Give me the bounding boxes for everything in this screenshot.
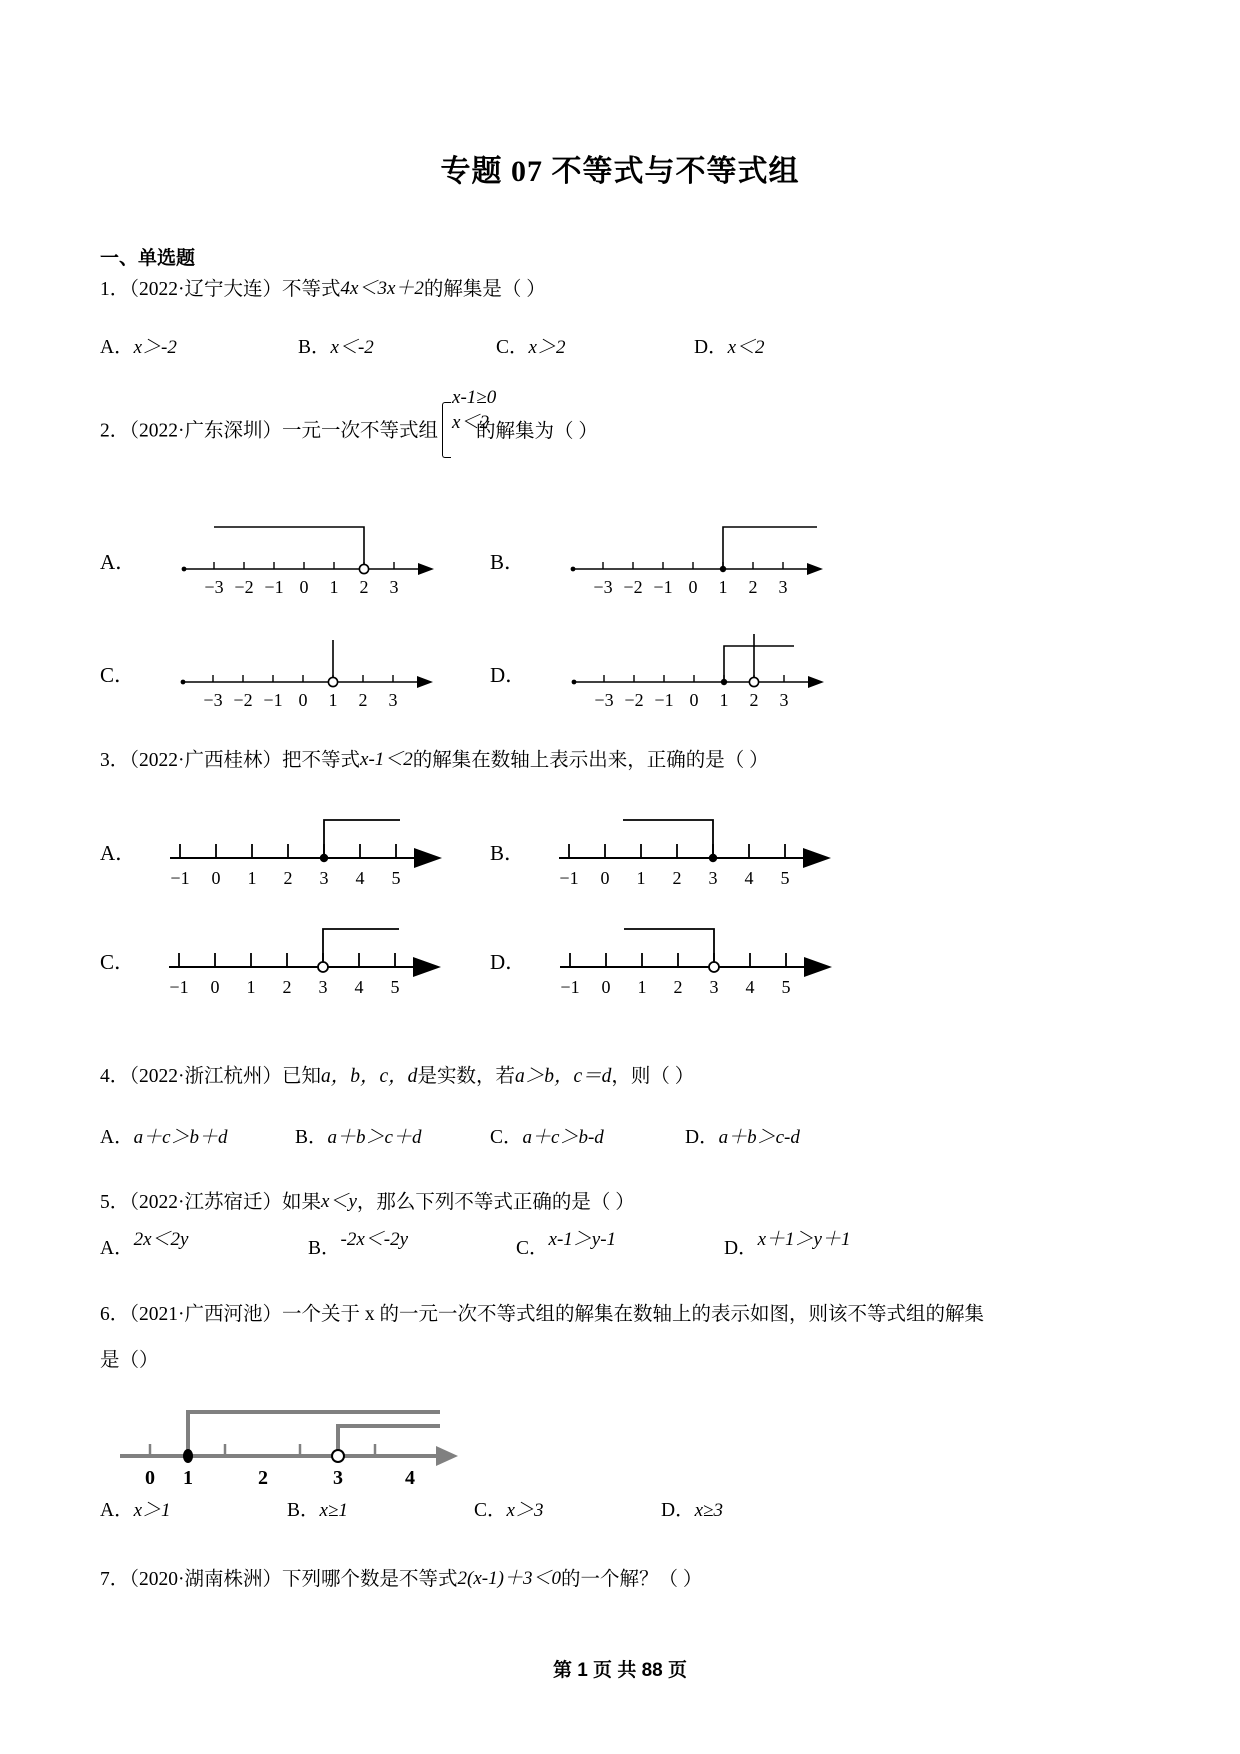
svg-text:1: 1 [247, 868, 257, 889]
option-d-label: D． [685, 1126, 719, 1148]
question-7-source: （2020·湖南株洲） [129, 1569, 283, 1591]
svg-text:5: 5 [391, 868, 401, 889]
option-d-label: D． [694, 337, 728, 359]
option-d-body: x＋1＞y＋1 [757, 1228, 851, 1250]
option-b-label: B． [298, 337, 331, 359]
question-4-text-after: ，则（ ） [611, 1066, 695, 1088]
option-b[interactable] [287, 1494, 474, 1522]
option-d[interactable] [490, 620, 832, 715]
question-6-options [100, 1494, 1135, 1522]
svg-text:−1: −1 [559, 868, 579, 889]
number-line-d [532, 620, 832, 715]
svg-text:3: 3 [709, 977, 719, 998]
question-1-source: （2022·辽宁大连） [129, 279, 283, 300]
question-4 [100, 1062, 1135, 1092]
question-3-options-row-1 [100, 798, 1135, 893]
option-a-body: x＞1 [133, 1500, 171, 1522]
question-6-number: 6． [100, 1303, 130, 1325]
question-3 [100, 745, 1135, 776]
option-c-label: C． [474, 1500, 507, 1522]
question-2 [100, 387, 1135, 455]
svg-text:3: 3 [779, 690, 789, 711]
question-3-options-row-2 [100, 907, 1135, 1002]
svg-text:0: 0 [211, 868, 221, 889]
system-rows [452, 386, 496, 435]
option-b[interactable] [308, 1228, 516, 1260]
option-b-label: B． [490, 550, 526, 575]
svg-text:3: 3 [388, 690, 398, 711]
option-a-body: a＋c＞b＋d [133, 1126, 228, 1148]
option-c-label: C． [496, 337, 529, 359]
question-4-options [100, 1121, 1135, 1149]
option-a-label: A． [100, 337, 134, 359]
question-1-options [100, 331, 1135, 359]
option-c[interactable] [474, 1494, 661, 1522]
number-line-a [142, 798, 462, 893]
svg-text:1: 1 [329, 577, 339, 598]
question-7 [100, 1564, 1135, 1595]
option-c[interactable] [516, 1228, 724, 1260]
system-row-1: x-1≥0 [452, 387, 497, 409]
number-line-d [532, 907, 852, 1002]
option-b[interactable] [490, 507, 831, 602]
question-5-text-before: 如果 [282, 1191, 322, 1213]
option-b-label: B． [295, 1126, 328, 1148]
option-d[interactable] [694, 331, 892, 359]
question-2-text-after: 的解集为（ ） [476, 420, 598, 442]
option-d-body: a＋b＞c-d [718, 1126, 800, 1148]
option-c-body: x＞2 [528, 337, 566, 359]
question-5-text-after: ，那么下列不等式正确的是（ ） [356, 1191, 635, 1213]
option-b[interactable] [490, 798, 851, 893]
question-3-text-before: 把不等式 [282, 750, 361, 772]
option-a[interactable] [100, 331, 298, 359]
option-a-body: x＞-2 [133, 337, 177, 359]
svg-text:1: 1 [719, 690, 729, 711]
option-c-body: x＞3 [506, 1500, 544, 1522]
number-line-b [531, 798, 851, 893]
svg-text:−3: −3 [204, 577, 224, 598]
number-line-c [141, 620, 441, 715]
question-3-number: 3． [100, 750, 130, 772]
svg-text:1: 1 [718, 577, 728, 598]
option-c[interactable] [100, 907, 490, 1002]
question-6-text-line-2: 是（） [100, 1350, 159, 1372]
page-footer: 第 1 页 共 88 页 [552, 1660, 688, 1681]
question-1-math: 4x＜3x＋2 [340, 278, 424, 299]
svg-text:2: 2 [283, 868, 293, 889]
svg-text:0: 0 [299, 577, 309, 598]
question-2-text-before: 一元一次不等式组 [282, 420, 439, 442]
option-b-label: B． [287, 1500, 320, 1522]
system-brace [442, 402, 451, 458]
svg-text:0: 0 [689, 690, 699, 711]
option-c-body: a＋c＞b-d [522, 1126, 604, 1148]
svg-text:−3: −3 [593, 577, 613, 598]
page-title: 专题 07 不等式与不等式组 [440, 155, 800, 188]
svg-text:3: 3 [319, 868, 329, 889]
option-a[interactable] [100, 507, 490, 602]
svg-text:3: 3 [778, 577, 788, 598]
question-7-text-after: 的一个解？（ ） [560, 1569, 703, 1591]
svg-text:−2: −2 [233, 690, 253, 711]
option-c-label: C． [100, 950, 136, 975]
option-a-label: A． [100, 841, 137, 866]
question-2-source: （2022·广东深圳） [129, 420, 283, 442]
option-d[interactable] [724, 1228, 932, 1260]
question-1-number: 1． [100, 279, 130, 300]
number-line-a [142, 507, 442, 602]
question-7-number: 7． [100, 1569, 130, 1591]
svg-text:2: 2 [673, 977, 683, 998]
option-d-label: D． [724, 1237, 758, 1259]
svg-text:−3: −3 [594, 690, 614, 711]
question-4-text-before: 已知 [282, 1066, 322, 1088]
svg-text:2: 2 [359, 577, 369, 598]
option-b-body: x≥1 [319, 1500, 348, 1522]
option-a[interactable] [100, 798, 490, 893]
option-c[interactable] [496, 331, 694, 359]
option-c[interactable] [100, 620, 490, 715]
system-row-2: x＜2 [452, 411, 489, 433]
option-d-body: x＜2 [727, 337, 765, 359]
question-2-number: 2． [100, 420, 130, 442]
question-3-text-after: 的解集在数轴上表示出来，正确的是（ ） [412, 750, 769, 772]
number-line-b [531, 507, 831, 602]
question-4-number: 4． [100, 1066, 130, 1088]
option-a[interactable] [100, 1494, 287, 1522]
svg-text:0: 0 [210, 977, 220, 998]
svg-text:0: 0 [688, 577, 698, 598]
svg-text:2: 2 [748, 577, 758, 598]
svg-text:5: 5 [780, 868, 790, 889]
svg-text:4: 4 [405, 1467, 415, 1489]
option-a[interactable] [100, 1121, 295, 1149]
svg-text:3: 3 [318, 977, 328, 998]
svg-text:0: 0 [600, 868, 610, 889]
svg-text:0: 0 [298, 690, 308, 711]
question-6 [100, 1300, 1135, 1376]
svg-text:0: 0 [145, 1467, 155, 1489]
question-7-text-before: 下列哪个数是不等式 [282, 1569, 458, 1591]
question-1-text-after: 的解集是（ ） [423, 279, 546, 300]
svg-text:−1: −1 [560, 977, 580, 998]
question-6-text-line-1: 一个关于 x 的一元一次不等式组的解集在数轴上的表示如图，则该不等式组的解集 [282, 1303, 985, 1325]
option-c-body: x-1＞y-1 [548, 1228, 617, 1250]
question-6-source: （2021·广西河池） [129, 1303, 283, 1325]
question-4-condition: a＞b，c＝d [514, 1066, 612, 1088]
option-d[interactable] [661, 1494, 848, 1522]
svg-text:1: 1 [328, 690, 338, 711]
section-heading: 一、单选题 [100, 248, 196, 269]
svg-text:4: 4 [354, 977, 364, 998]
option-d-label: D． [490, 950, 527, 975]
svg-text:3: 3 [389, 577, 399, 598]
number-line-c [141, 907, 461, 1002]
option-c-label: C． [516, 1237, 549, 1259]
document-body [0, 243, 1240, 1596]
svg-text:1: 1 [183, 1467, 193, 1489]
question-3-source: （2022·广西桂林） [129, 750, 283, 772]
svg-text:−1: −1 [169, 977, 189, 998]
svg-text:−1: −1 [654, 690, 674, 711]
option-d-label: D． [490, 663, 527, 688]
option-a-label: A． [100, 1500, 134, 1522]
option-a-label: A． [100, 1126, 134, 1148]
svg-text:−2: −2 [623, 577, 643, 598]
question-6-figure [100, 1396, 1135, 1488]
svg-text:−1: −1 [653, 577, 673, 598]
svg-text:1: 1 [636, 868, 646, 889]
question-2-options-row-2 [100, 620, 1135, 715]
svg-text:3: 3 [333, 1467, 343, 1489]
question-1-text-before: 不等式 [282, 279, 341, 300]
question-7-math: 2(x-1)＋3＜0 [457, 1568, 561, 1590]
svg-text:4: 4 [745, 977, 755, 998]
question-5-options [100, 1228, 1135, 1260]
svg-text:5: 5 [390, 977, 400, 998]
svg-text:0: 0 [601, 977, 611, 998]
option-c-label: C． [100, 663, 136, 688]
svg-text:2: 2 [358, 690, 368, 711]
option-d-body: x≥3 [694, 1500, 723, 1522]
option-a-label: A． [100, 550, 137, 575]
svg-text:−1: −1 [170, 868, 190, 889]
option-b-body: x＜-2 [330, 337, 374, 359]
option-d-label: D． [661, 1500, 695, 1522]
question-3-math: x-1＜2 [360, 749, 413, 771]
option-b-body: a＋b＞c＋d [327, 1126, 422, 1148]
option-c[interactable] [490, 1121, 685, 1149]
option-b[interactable] [295, 1121, 490, 1149]
svg-text:−2: −2 [234, 577, 254, 598]
option-d[interactable] [685, 1121, 880, 1149]
question-4-source: （2022·浙江杭州） [129, 1066, 283, 1088]
svg-text:2: 2 [282, 977, 292, 998]
option-a-label: A． [100, 1237, 134, 1259]
svg-text:−2: −2 [624, 690, 644, 711]
svg-text:4: 4 [355, 868, 365, 889]
question-5-source: （2022·江苏宿迁） [129, 1191, 283, 1213]
svg-text:1: 1 [246, 977, 256, 998]
svg-text:3: 3 [708, 868, 718, 889]
svg-text:−3: −3 [203, 690, 223, 711]
option-a-body: 2x＜2y [133, 1228, 189, 1250]
option-a[interactable] [100, 1228, 308, 1260]
svg-text:−1: −1 [263, 690, 283, 711]
option-b-label: B． [308, 1237, 341, 1259]
svg-text:1: 1 [637, 977, 647, 998]
question-4-vars: a，b，c，d [321, 1066, 418, 1088]
question-1 [100, 274, 1135, 305]
option-c-label: C． [490, 1126, 523, 1148]
option-b-body: -2x＜-2y [340, 1228, 409, 1250]
option-d[interactable] [490, 907, 852, 1002]
svg-text:5: 5 [781, 977, 791, 998]
svg-text:−1: −1 [264, 577, 284, 598]
question-4-text-mid: 是实数，若 [417, 1066, 515, 1088]
svg-text:2: 2 [258, 1467, 268, 1489]
number-line-figure [110, 1396, 470, 1488]
question-5-number: 5． [100, 1191, 130, 1213]
svg-text:2: 2 [672, 868, 682, 889]
question-2-options-row-1 [100, 507, 1135, 602]
question-5-math: x＜y [321, 1190, 357, 1212]
question-5 [100, 1187, 1135, 1218]
option-b[interactable] [298, 331, 496, 359]
svg-text:2: 2 [749, 690, 759, 711]
option-b-label: B． [490, 841, 526, 866]
svg-text:4: 4 [744, 868, 754, 889]
